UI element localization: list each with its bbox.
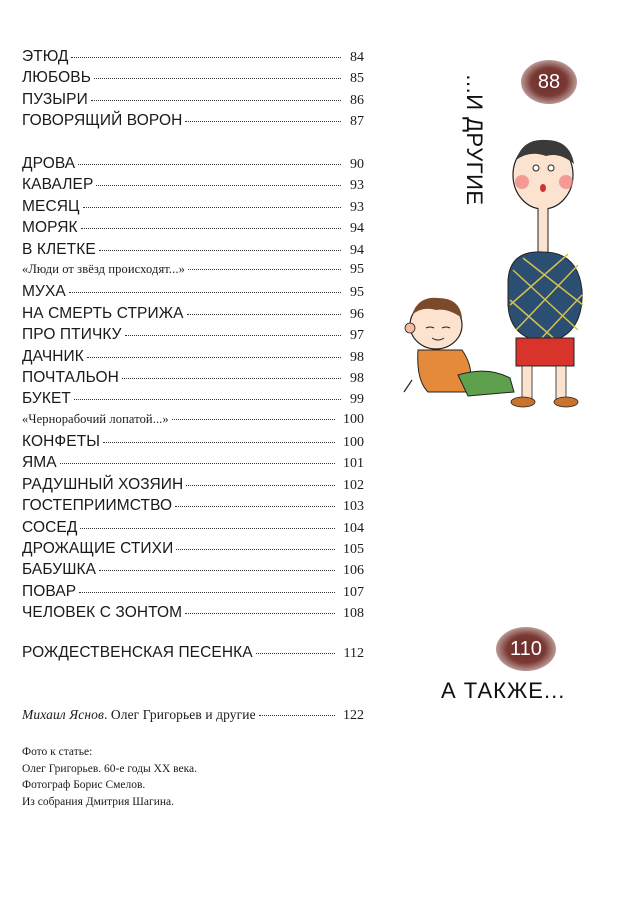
toc-entry-page: 105	[343, 542, 364, 558]
toc-entry-page: 84	[350, 50, 364, 65]
toc-entry-page: 90	[350, 157, 364, 172]
toc-dot-leader	[87, 357, 341, 358]
toc-dot-leader	[122, 378, 341, 379]
toc-dot-leader	[187, 314, 341, 315]
toc-entry-afterword[interactable]	[22, 707, 364, 728]
toc-entry-page: 98	[350, 370, 364, 386]
toc-entry-title: ДАЧНИК	[22, 347, 84, 365]
toc-entry-page: 94	[350, 221, 364, 237]
toc-entry[interactable]	[22, 497, 364, 518]
toc-dot-leader	[176, 549, 335, 550]
two-boys-illustration	[398, 130, 598, 415]
toc-entry-title: МЕСЯЦ	[22, 197, 80, 215]
toc-entry-title: РОЖДЕСТВЕНСКАЯ ПЕСЕНКА	[22, 644, 253, 661]
photo-caption	[22, 744, 197, 810]
toc-dot-leader	[71, 57, 341, 58]
toc-entry-title: ЛЮБОВЬ	[22, 69, 91, 87]
caption-line: Из собрания Дмитрия Шагина.	[22, 795, 174, 808]
toc-dot-leader	[99, 250, 341, 251]
toc-entry-page: 96	[350, 306, 364, 322]
toc-entry-page: 103	[343, 499, 364, 515]
toc-entry-page: 86	[350, 92, 364, 108]
toc-entry[interactable]	[22, 644, 364, 665]
toc-entry[interactable]	[22, 176, 364, 197]
toc-entry-title: ПОЧТАЛЬОН	[22, 368, 119, 386]
toc-entry-page: 95	[350, 285, 364, 301]
toc-entry-title: ЧЕЛОВЕК С ЗОНТОМ	[22, 604, 183, 622]
toc-entry-title: «Люди от звёзд происходят...»	[22, 261, 185, 276]
toc-entry-title: НА СМЕРТЬ СТРИЖА	[22, 304, 184, 322]
toc-entry-page: 104	[343, 520, 364, 536]
toc-entry[interactable]	[22, 305, 364, 326]
toc-entry-title: ДРОВА	[22, 155, 76, 172]
toc-entry-title: ЯМА	[22, 454, 57, 472]
toc-entry[interactable]	[22, 433, 364, 454]
toc-dot-leader	[185, 613, 335, 614]
toc-dot-leader	[79, 592, 335, 593]
section-heading-text: ...И ДРУГИЕ	[462, 73, 487, 206]
toc-entry-title: КАВАЛЕР	[22, 176, 94, 194]
toc-entry-title: БАБУШКА	[22, 561, 97, 579]
toc-dot-leader	[99, 570, 335, 571]
toc-group-2	[22, 155, 364, 626]
toc-entry[interactable]	[22, 390, 364, 411]
toc-entry[interactable]	[22, 48, 364, 69]
toc-entry-page: 93	[350, 199, 364, 215]
toc-dot-leader	[125, 335, 341, 336]
toc-dot-leader	[91, 100, 341, 101]
toc-entry-title: СОСЕД	[22, 518, 78, 536]
toc-entry-page: 94	[350, 242, 364, 258]
toc-entry[interactable]	[22, 561, 364, 582]
toc-entry-page: 97	[350, 328, 364, 344]
toc-dot-leader	[185, 121, 341, 122]
toc-entry[interactable]	[22, 519, 364, 540]
toc-entry[interactable]	[22, 326, 364, 347]
toc-entry-title: ДРОЖАЩИЕ СТИХИ	[22, 540, 174, 558]
toc-dot-leader	[80, 528, 335, 529]
toc-group-1	[22, 48, 364, 134]
caption-line: Олег Григорьев. 60-е годы XX века.	[22, 762, 197, 775]
section-page-number: 110	[510, 637, 542, 660]
section-page-badge	[521, 60, 577, 104]
toc-entry-page: 98	[350, 349, 364, 365]
toc-entry-page: 85	[350, 71, 364, 87]
small-boy	[404, 298, 514, 396]
section-heading-also: А ТАКЖЕ...	[441, 678, 566, 703]
toc-entry[interactable]	[22, 412, 364, 433]
toc-entry-page: 101	[343, 456, 364, 472]
toc-dot-leader	[103, 442, 335, 443]
toc-entry[interactable]	[22, 262, 364, 283]
section-page-badge	[496, 627, 556, 671]
toc-entry-author: Михаил Яснов	[22, 707, 104, 722]
toc-entry[interactable]	[22, 604, 364, 625]
toc-entry[interactable]	[22, 91, 364, 112]
toc-entry[interactable]	[22, 198, 364, 219]
toc-entry[interactable]	[22, 112, 364, 133]
toc-entry[interactable]	[22, 348, 364, 369]
toc-entry-title: БУКЕТ	[22, 390, 71, 408]
tall-boy	[508, 140, 583, 407]
toc-entry-page: 106	[343, 563, 364, 579]
caption-line: Фото к статье:	[22, 746, 93, 758]
toc-dot-leader	[259, 715, 335, 716]
toc-entry[interactable]	[22, 540, 364, 561]
toc-entry-page: 100	[343, 435, 364, 451]
toc-group-3	[22, 644, 364, 665]
toc-entry[interactable]	[22, 241, 364, 262]
toc-entry-page: 107	[343, 584, 364, 600]
toc-entry[interactable]	[22, 69, 364, 90]
toc-dot-leader	[69, 292, 341, 293]
toc-entry-page: 102	[343, 477, 364, 493]
toc-dot-leader	[172, 419, 335, 420]
toc-entry-title: КОНФЕТЫ	[22, 433, 101, 451]
toc-entry-title: ГОВОРЯЩИЙ ВОРОН	[22, 112, 183, 130]
toc-entry-title: В КЛЕТКЕ	[22, 240, 96, 258]
toc-entry[interactable]	[22, 219, 364, 240]
toc-dot-leader	[94, 78, 341, 79]
toc-entry[interactable]	[22, 283, 364, 304]
toc-entry-title: . Олег Григорьев и другие	[103, 707, 256, 722]
toc-entry[interactable]	[22, 454, 364, 475]
toc-entry-page: 93	[350, 178, 364, 194]
toc-entry-title: ГОСТЕПРИИМСТВО	[22, 497, 173, 515]
toc-entry-page: 122	[343, 708, 364, 723]
toc-group-4	[22, 707, 364, 728]
toc-entry-page: 95	[350, 261, 364, 277]
caption-line: Фотограф Борис Смелов.	[22, 779, 146, 791]
toc-dot-leader	[175, 506, 335, 507]
toc-dot-leader	[96, 185, 341, 186]
toc-entry-title: ПРО ПТИЧКУ	[22, 326, 122, 344]
toc-entry-title: РАДУШНЫЙ ХОЗЯИН	[22, 475, 184, 493]
toc-entry[interactable]	[22, 476, 364, 497]
toc-entry-title: МОРЯК	[22, 219, 78, 237]
toc-dot-leader	[186, 485, 335, 486]
toc-entry[interactable]	[22, 369, 364, 390]
toc-entry-page: 108	[343, 606, 364, 622]
toc-entry[interactable]	[22, 583, 364, 604]
toc-entry-page: 87	[350, 114, 364, 130]
toc-dot-leader	[81, 228, 341, 229]
section-page-number: 88	[537, 70, 561, 93]
toc-entry-page: 100	[343, 411, 364, 427]
toc-dot-leader	[74, 399, 341, 400]
toc-dot-leader	[83, 207, 341, 208]
toc-entry-title: ЭТЮД	[22, 48, 69, 65]
toc-entry-title: МУХА	[22, 283, 66, 301]
toc-dot-leader	[60, 463, 335, 464]
toc-dot-leader	[256, 653, 335, 654]
toc-entry-title: «Чернорабочий лопатой...»	[22, 411, 169, 426]
toc-entry-title: ПОВАР	[22, 582, 77, 600]
toc-dot-leader	[188, 269, 341, 270]
toc-entry-page: 112	[343, 646, 364, 661]
toc-entry-title: ПУЗЫРИ	[22, 90, 88, 108]
toc-entry-page: 99	[350, 392, 364, 408]
toc-entry[interactable]	[22, 155, 364, 176]
toc-dot-leader	[78, 164, 341, 165]
